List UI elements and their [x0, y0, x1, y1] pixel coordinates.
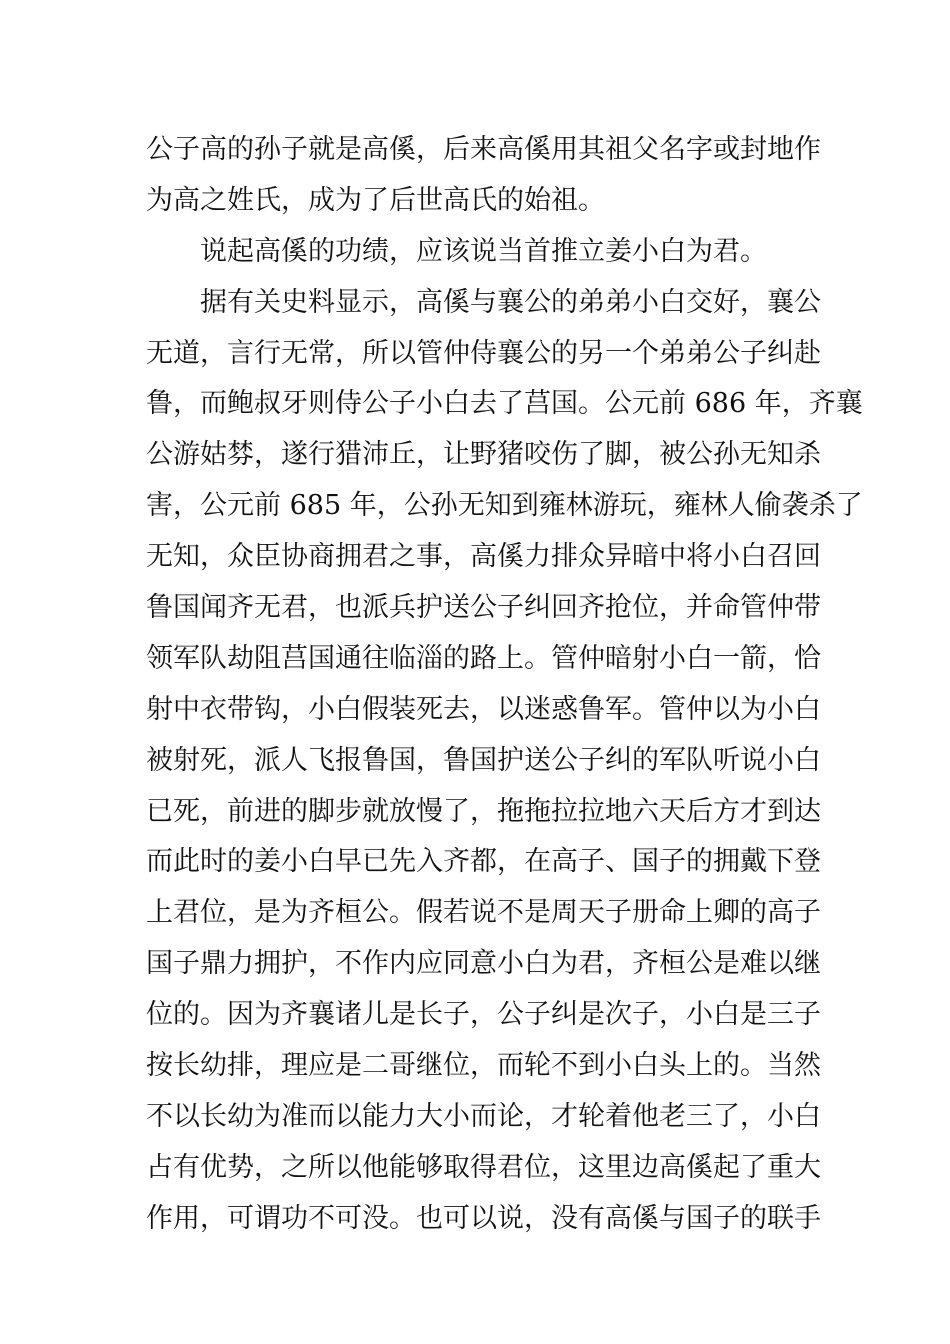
text-line: 占有优势，之所以他能够取得君位，这里边高傒起了重大 — [146, 1151, 821, 1183]
text-line: 鲁，而鲍叔牙则侍公子小白去了莒国。公元前 686 年，齐襄 — [146, 388, 863, 420]
text-line: 而此时的姜小白早已先入齐都，在高子、国子的拥戴下登 — [146, 846, 821, 878]
text-line: 公子高的孙子就是高傒，后来高傒用其祖父名字或封地作 — [146, 134, 821, 165]
text-line: 据有关史料显示，高傒与襄公的弟弟小白交好，襄公 — [200, 286, 821, 318]
text-line: 被射死，派人飞报鲁国，鲁国护送公子纠的军队听说小白 — [146, 744, 821, 776]
text-line: 作用，可谓功不可没。也可以说，没有高傒与国子的联手 — [146, 1202, 821, 1234]
body-text — [146, 125, 863, 1245]
text-line: 说起高傒的功绩，应该说当首推立姜小白为君。 — [200, 235, 767, 267]
text-line: 领军队劫阻莒国通往临淄的路上。管仲暗射小白一箭，恰 — [146, 642, 821, 674]
text-line: 无道，言行无常，所以管仲侍襄公的另一个弟弟公子纠赴 — [146, 337, 821, 369]
text-line: 公游姑棼，遂行猎沛丘，让野猪咬伤了脚，被公孙无知杀 — [146, 439, 821, 471]
text-line: 为高之姓氏，成为了后世高氏的始祖。 — [146, 184, 605, 216]
text-line: 射中衣带钩，小白假装死去，以迷惑鲁军。管仲以为小白 — [146, 693, 821, 725]
text-line: 害，公元前 685 年，公孙无知到雍林游玩，雍林人偷袭杀了 — [146, 490, 863, 522]
text-line: 位的。因为齐襄诸儿是长子，公子纠是次子，小白是三子 — [146, 999, 821, 1031]
text-line: 国子鼎力拥护，不作内应同意小白为君，齐桓公是难以继 — [146, 948, 821, 980]
text-line: 无知，众臣协商拥君之事，高傒力排众异暗中将小白召回 — [146, 541, 821, 573]
text-line: 已死，前进的脚步就放慢了，拖拖拉拉地六天后方才到达 — [146, 795, 821, 827]
text-line: 上君位，是为齐桓公。假若说不是周天子册命上卿的高子 — [146, 897, 821, 929]
text-line: 不以长幼为准而以能力大小而论，才轮着他老三了，小白 — [146, 1100, 821, 1132]
text-line: 按长幼排，理应是二哥继位，而轮不到小白头上的。当然 — [146, 1050, 821, 1082]
text-line: 鲁国闻齐无君，也派兵护送公子纠回齐抢位，并命管仲带 — [146, 592, 821, 624]
